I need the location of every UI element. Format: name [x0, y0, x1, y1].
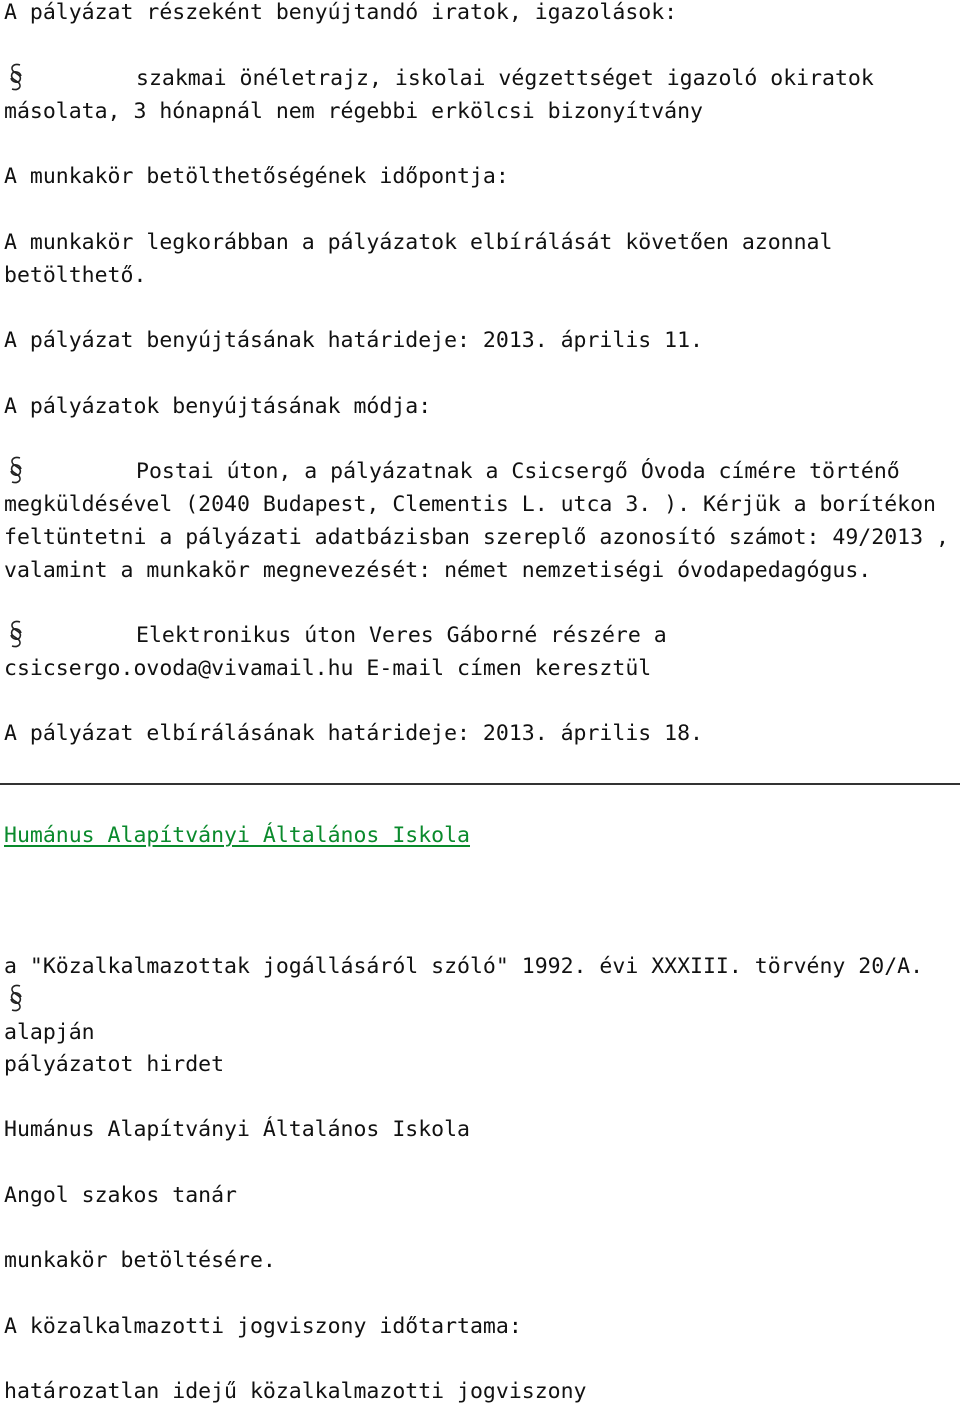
documents-label: A pályázat részeként benyújtandó iratok, igazolások:: [4, 0, 678, 25]
evaluation-deadline: A pályázat elbírálásának határideje: 2013. április 18.: [4, 721, 703, 746]
section-divider: [0, 783, 960, 785]
submission-deadline: A pályázat benyújtásának határideje: 2013. április 11.: [4, 328, 703, 353]
duration-label: A közalkalmazotti jogviszony időtartama:: [4, 1314, 522, 1339]
section-sign-icon: [4, 619, 28, 649]
position-suffix: munkakör betöltésére.: [4, 1248, 276, 1273]
documents-item: [4, 62, 954, 128]
position-title: Angol szakos tanár: [4, 1183, 237, 1208]
law-reference-text: a "Közalkalmazottak jogállásáról szóló" 1992. évi XXXIII. törvény 20/A.: [4, 954, 924, 979]
method-post-text: Postai úton, a pályázatnak a Csicsergő Óvoda címére történő megküldésével (2040 Budapest, Clementis L. utca 3. ). Kérjük a borítékon feltüntetni a pályázati adatbázisban szereplő azonosító számot: 49/2013 , valamint a munkakör megnevezését: német nemzetiségi óvodapedagógus.: [4, 459, 949, 583]
law-reference-end: alapján: [4, 1020, 95, 1045]
start-value: A munkakör legkorábban a pályázatok elbírálását követően azonnal betölthető.: [4, 230, 833, 288]
law-reference: [4, 950, 954, 1049]
method-email-text: Elektronikus úton Veres Gáborné részére a csicsergo.ovoda@vivamail.hu E-mail címen keresztül: [4, 623, 667, 681]
section-sign-icon: [4, 62, 28, 92]
institution-name: Humánus Alapítványi Általános Iskola: [4, 1117, 470, 1142]
documents-item-text: szakmai önéletrajz, iskolai végzettséget igazoló okiratok másolata, 3 hónapnál nem régebbi erkölcsi bizonyítvány: [4, 66, 874, 124]
method-label: A pályázatok benyújtásának módja:: [4, 394, 432, 419]
employer-heading-link[interactable]: Humánus Alapítványi Általános Iskola: [4, 823, 470, 848]
duration-value: határozatlan idejű közalkalmazotti jogviszony: [4, 1379, 587, 1404]
method-post: [4, 455, 954, 587]
method-email: [4, 619, 954, 685]
start-label: A munkakör betölthetőségének időpontja:: [4, 164, 509, 189]
section-sign-icon: [4, 455, 28, 485]
employer-heading: [4, 819, 954, 852]
announcement: pályázatot hirdet: [4, 1052, 225, 1077]
section-sign-icon: [4, 983, 26, 1013]
